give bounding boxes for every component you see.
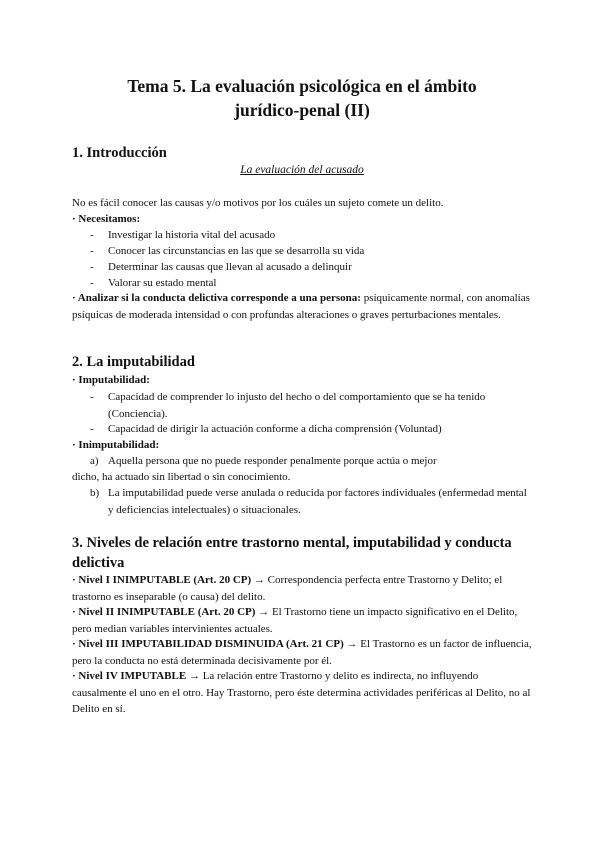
list-item: Capacidad de dirigir la actuación conforme a dicha comprensión (Voluntad): [108, 423, 442, 435]
list-item: Investigar la historia vital del acusado: [108, 229, 276, 241]
list-dash: -: [90, 261, 94, 273]
section-2-heading: 2. La imputabilidad: [72, 354, 195, 370]
list-item-a-line2: dicho, ha actuado sin libertad o sin conocimiento.: [72, 471, 291, 483]
imputabilidad-label: · Imputabilidad:: [72, 374, 150, 386]
section-1-heading: 1. Introducción: [72, 145, 167, 161]
inimputabilidad-label: · Inimputabilidad:: [72, 439, 160, 451]
list-marker-b: b): [90, 487, 100, 499]
nivel-1-text: → Correspondencia perfecta entre Trastorno y Delito; el trastorno es inseparable (o causa) del delito.: [72, 574, 503, 603]
list-item-b: La imputabilidad puede verse anulada o reducida por factores individuales (enfermedad mental y deficiencias intelectuales) o situacionales.: [108, 487, 527, 516]
list-item: Capacidad de comprender lo injusto del hecho o del comportamiento que se ha tenido (Conciencia).: [108, 391, 486, 420]
list-item: Conocer las circunstancias en las que se desarrolla su vida: [108, 245, 365, 257]
nivel-4-text: → La relación entre Trastorno y delito es indirecta, no influyendo causalmente el uno en el otro. Hay Trastorno, pero éste determina actividades periféricas al Delito, no al Delito en sí.: [72, 670, 531, 715]
list-dash: -: [90, 277, 94, 289]
intro-paragraph: No es fácil conocer las causas y/o motivos por los cuáles un sujeto comete un delito.: [72, 197, 444, 209]
nivel-1-label: · Nivel I INIMPUTABLE (Art. 20 CP): [72, 574, 252, 586]
nivel-1-paragraph: [72, 572, 532, 605]
section-1-subheading: La evaluación del acusado: [240, 164, 364, 176]
analizar-paragraph: [72, 290, 532, 323]
list-dash: -: [90, 391, 94, 403]
section-3-heading-line-1: 3. Niveles de relación entre trastorno mental, imputabilidad y conducta: [72, 535, 512, 551]
analizar-label: · Analizar si la conducta delictiva corresponde a una persona:: [72, 292, 361, 304]
necesitamos-label: · Necesitamos:: [72, 213, 141, 225]
nivel-3-label: · Nivel III IMPUTABILIDAD DISMINUIDA (Art. 21 CP): [72, 638, 344, 650]
title-line-2: jurídico-penal (II): [234, 100, 370, 120]
section-3-heading-line-2: delictiva: [72, 555, 125, 571]
nivel-2-label: · Nivel II INIMPUTABLE (Art. 20 CP): [72, 606, 256, 618]
nivel-3-text: → El Trastorno es un factor de influencia, pero la conducta no está determinada decisivamente por él.: [72, 638, 532, 667]
title-line-1: Tema 5. La evaluación psicológica en el ámbito: [127, 76, 477, 96]
list-item: Determinar las causas que llevan al acusado a delinquir: [108, 261, 352, 273]
list-dash: -: [90, 229, 94, 241]
document-title: [72, 74, 532, 122]
nivel-2-text: → El Trastorno tiene un impacto significativo en el Delito, pero median variables intervinientes actuales.: [72, 606, 518, 635]
section-3-heading: [72, 533, 532, 573]
list-marker-a: a): [90, 455, 99, 467]
nivel-4-label: · Nivel IV IMPUTABLE: [72, 670, 187, 682]
nivel-3-paragraph: [72, 636, 532, 669]
list-dash: -: [90, 423, 94, 435]
list-dash: -: [90, 245, 94, 257]
nivel-4-paragraph: [72, 668, 532, 718]
nivel-2-paragraph: [72, 604, 532, 637]
analizar-text: psíquicamente normal, con anomalías psíquicas de moderada intensidad o con profundas alteraciones o graves perturbaciones mentales.: [72, 292, 530, 321]
list-item: Valorar su estado mental: [108, 277, 217, 289]
list-item-a-line1: Aquella persona que no puede responder penalmente porque actúa o mejor: [108, 455, 437, 467]
